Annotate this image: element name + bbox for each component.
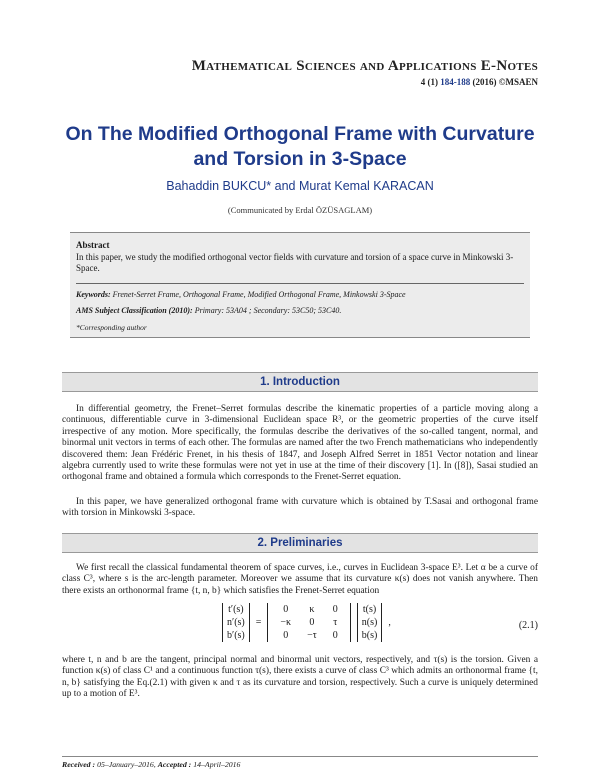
volume-suffix: (2016) ©MSAEN	[470, 77, 538, 87]
keywords-text: Frenet-Serret Frame, Orthogonal Frame, Modified Orthogonal Frame, Minkowski 3-Space	[112, 289, 406, 299]
equation-lhs-vector	[222, 603, 250, 642]
ams-classification	[76, 305, 524, 317]
footer-divider	[62, 756, 538, 757]
section-heading-introduction: 1. Introduction	[62, 372, 538, 392]
rhs-entry: n(s)	[361, 617, 378, 628]
received-label: Received :	[62, 760, 96, 769]
ams-text: Primary: 53A04 ; Secondary: 53C50; 53C40.	[194, 306, 342, 315]
rhs-entry: b(s)	[361, 630, 378, 641]
title-line-2: and Torsion in 3-Space	[193, 148, 407, 170]
intro-paragraph-1: In differential geometry, the Frenet–Serret formulas describe the kinematic properties of a particle moving along a continuous, differentiable curve in 3-dimensional Euclidean space R³, or the geometric properties of the curve itself irrespective of any motion. More specifically, the formulas describe the derivatives of the so-called tangent, normal, and binormal unit vectors in terms of each other. The formulas are named after the two French mathematicians who independently discovered them: Jean Frédéric Frenet, in his thesis of 1847, and Joseph Alfred Serret in 1851 Vector notation and linear algebra currently used to write these formulas were not yet in use at the time of their discovery [1]. In ([8]), Sasai studied an orthogonal frame and obtained a formula which corresponds to the Frenet-Serret equation.	[62, 404, 538, 483]
title-line-1: On The Modified Orthogonal Frame with Curvature	[65, 123, 535, 145]
equation-number: (2.1)	[518, 620, 538, 631]
keywords-label: Keywords:	[76, 289, 111, 299]
preliminaries-paragraph-2: where t, n and b are the tangent, principal normal and binormal unit vectors, respectively, and τ(s) is the torsion. Given a function κ(s) of class C¹ and a continuous function τ(s), there exists a curve of class C³ which admits an orthonormal frame {t, n, b} satisfying the Eq.(2.1) with given κ and τ as its curvature and torsion, respectively. Such a curve is uniquely determined up to a motion of E³.	[62, 655, 538, 700]
matrix-cell: κ	[309, 604, 315, 615]
matrix-cell: −τ	[307, 630, 317, 641]
page-range-link[interactable]: 184-188	[440, 77, 471, 87]
section-heading-preliminaries: 2. Preliminaries	[62, 533, 538, 553]
matrix-cell: 0	[332, 630, 338, 641]
keywords	[76, 289, 524, 301]
corresponding-author-note: *Corresponding author	[76, 322, 147, 332]
equation-matrix	[267, 603, 350, 642]
rhs-entry: t(s)	[362, 604, 377, 615]
volume-info	[421, 77, 538, 87]
volume-prefix: 4 (1)	[420, 77, 441, 87]
accepted-label: Accepted :	[157, 760, 192, 769]
equation-rhs-vector	[357, 603, 383, 642]
matrix-cell: −κ	[280, 617, 292, 628]
matrix-cell: τ	[333, 617, 338, 628]
paper-title	[40, 122, 560, 172]
accepted-date: 14–April–2016	[191, 760, 241, 769]
abstract-heading: Abstract	[76, 240, 110, 250]
matrix-cell: 0	[283, 604, 289, 615]
footer-dates	[62, 760, 240, 769]
abstract-divider	[76, 283, 524, 284]
intro-paragraph-2: In this paper, we have generalized orthogonal frame with curvature which is obtained by T.Sasai and orthogonal frame with torsion in Minkowski 3-space.	[62, 497, 538, 519]
preliminaries-paragraph-1: We first recall the classical fundamental theorem of space curves, i.e., curves in Euclidean 3-space E³. Let α be a curve of class C³, where s is the arc-length parameter. Moreover we assume that its curvature κ(s) does not vanish anywhere. Then there exists an orthonormal frame {t, n, b} which satisfies the Frenet-Serret equation	[62, 563, 538, 596]
matrix-cell: 0	[309, 617, 315, 628]
equals-sign: =	[255, 617, 262, 628]
frenet-serret-equation	[62, 603, 538, 651]
abstract-text: In this paper, we study the modified orthogonal vector fields with curvature and torsion of a space curve in Minkowski 3-Space.	[76, 251, 514, 273]
communicated-by: (Communicated by Erdal ÖZÜSAGLAM)	[227, 205, 373, 215]
lhs-entry: t′(s)	[228, 604, 244, 615]
matrix-cell: 0	[332, 604, 338, 615]
authors: Bahaddin BUKCU* and Murat Kemal KARACAN	[166, 179, 434, 193]
equation-comma: ,	[388, 617, 391, 628]
lhs-entry: n′(s)	[227, 617, 245, 628]
lhs-entry: b′(s)	[227, 630, 245, 641]
received-date: 05–January–2016,	[95, 760, 158, 769]
matrix-cell: 0	[283, 630, 289, 641]
journal-name: Mathematical Sciences and Applications E-Notes	[191, 58, 538, 74]
ams-label: AMS Subject Classification (2010):	[76, 306, 193, 315]
abstract-box	[70, 232, 530, 338]
